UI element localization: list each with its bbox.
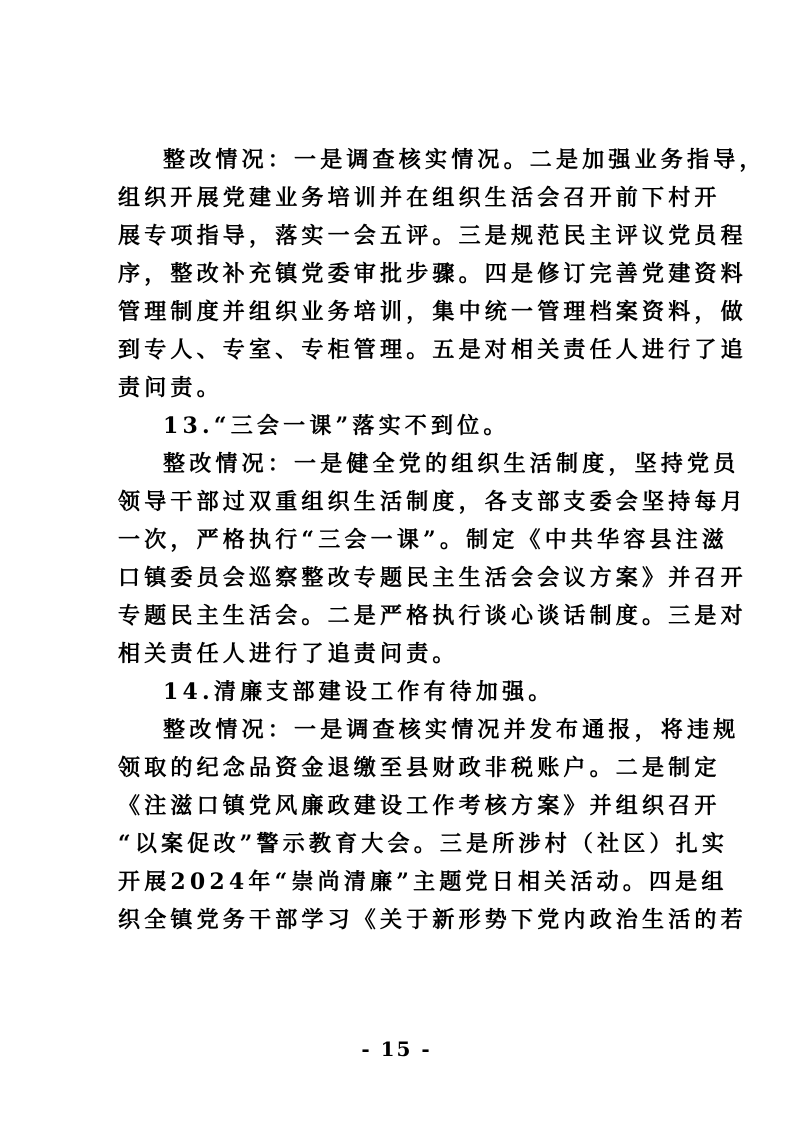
paragraph-line: 口镇委员会巡察整改专题民主生活会会议方案》并召开: [118, 565, 747, 591]
page-number: - 15 -: [361, 1037, 432, 1061]
paragraph-line: 整改情况：一是调查核实情况。二是加强业务指导，: [163, 147, 766, 173]
paragraph-line: 领导干部过双重组织生活制度，各支部支委会坚持每月: [118, 489, 747, 515]
paragraph-line: 整改情况：一是调查核实情况并发布通报，将违规: [163, 717, 740, 743]
paragraph-line: 责问责。: [118, 375, 223, 401]
paragraph-line: 管理制度并组织业务培训，集中统一管理档案资料，做: [118, 299, 747, 325]
paragraph-line: 开展2024年“崇尚清廉”主题党日相关活动。四是组: [118, 869, 728, 895]
section-heading-13: 13.“三会一课”落实不到位。: [163, 413, 510, 439]
paragraph-line: 序，整改补充镇党委审批步骤。四是修订完善党建资料: [118, 261, 747, 287]
paragraph-line: 领取的纪念品资金退缴至县财政非税账户。二是制定: [118, 755, 721, 781]
paragraph-line: 到专人、专室、专柜管理。五是对相关责任人进行了追: [118, 337, 747, 363]
paragraph-line: 《注滋口镇党风廉政建设工作考核方案》并组织召开: [118, 793, 721, 819]
paragraph-line: 织全镇党务干部学习《关于新形势下党内政治生活的若: [118, 907, 747, 933]
paragraph-line: 相关责任人进行了追责问责。: [118, 641, 459, 667]
paragraph-line: “以案促改”警示教育大会。三是所涉村（社区）扎实: [118, 831, 729, 857]
paragraph-line: 专题民主生活会。二是严格执行谈心谈话制度。三是对: [118, 603, 747, 629]
paragraph-line: 组织开展党建业务培训并在组织生活会召开前下村开: [118, 185, 721, 211]
paragraph-line: 一次，严格执行“三会一课”。制定《中共华容县注滋: [118, 527, 729, 553]
paragraph-line: 展专项指导，落实一会五评。三是规范民主评议党员程: [118, 223, 747, 249]
section-heading-14: 14.清廉支部建设工作有待加强。: [163, 679, 555, 705]
paragraph-line: 整改情况：一是健全党的组织生活制度，坚持党员: [163, 451, 740, 477]
